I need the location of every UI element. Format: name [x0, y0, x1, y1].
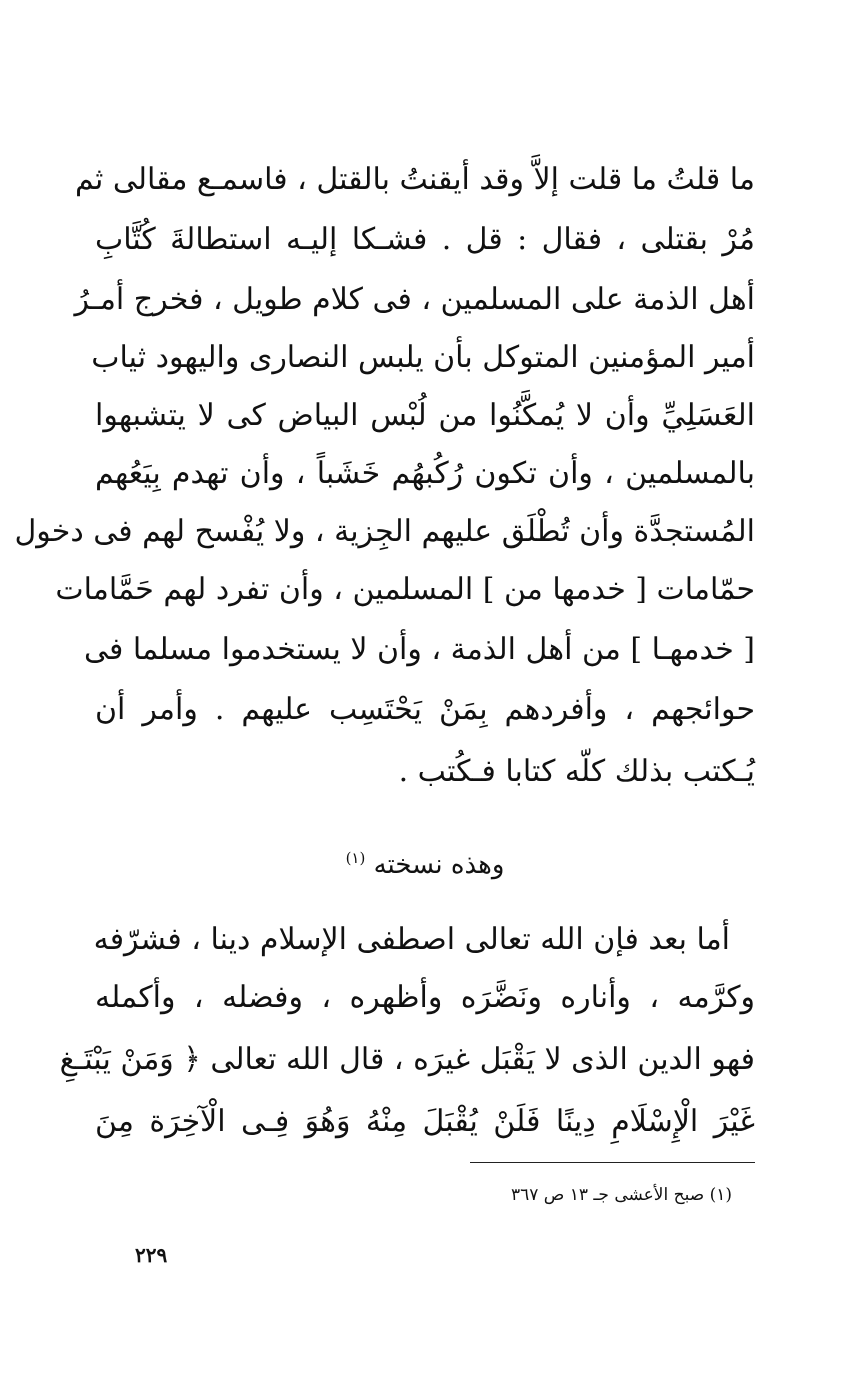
footnote: (١) صبح الأعشى جـ ١٣ ص ٣٦٧ — [510, 1185, 732, 1205]
text-line: حمّامات [ خدمها من ] المسلمين ، وأن تفرد لهم حَمَّامات — [55, 572, 755, 607]
heading-text: وهذه نسخته — [373, 850, 505, 880]
text-line: أما بعد فإن الله تعالى اصطفى الإسلام دينا ، فشرّفه — [93, 922, 730, 957]
text-line: ما قلتُ ما قلت إلاَّ وقد أيقنتُ بالقتل ، فاسمـع مقالى ثم — [75, 162, 755, 197]
page-number: ٢٢٩ — [135, 1243, 168, 1267]
footnote-marker: (١) — [345, 849, 366, 867]
text-line: المُستجدَّة وأن تُطْلَق عليهم الجِزية ، ولا يُفْسح لهم فى دخول — [14, 514, 755, 549]
text-line: بالمسلمين ، وأن تكون رُكُبهُم خَشَباً ، وأن تهدم بِيَعُهم — [95, 456, 755, 491]
text-line: مُرْ بقتلى ، فقال : قل . فشـكا إليـه استطالةَ كُتَّابِ — [95, 222, 755, 257]
text-line: يُـكتب بذلك كلّه كتابا فـكُتب . — [398, 754, 755, 789]
text-line: فهو الدين الذى لا يَقْبَل غيرَه ، قال الله تعالى ﴿ وَمَنْ يَبْتَـغِ — [59, 1042, 755, 1077]
text-line: غَيْرَ الْإِسْلَامِ دِينًا فَلَنْ يُقْبَلَ مِنْهُ وَهُوَ فِـى الْآخِرَة مِنَ — [95, 1104, 755, 1139]
text-line: [ خدمهـا ] من أهل الذمة ، وأن لا يستخدموا مسلما فى — [83, 632, 755, 667]
text-line: العَسَلِيِّ وأن لا يُمكَّنُوا من لُبْس البياض كى لا يتشبهوا — [95, 398, 755, 433]
text-line: وكرَّمه ، وأناره ونَضَّرَه وأظهره ، وفضله ، وأكمله — [95, 980, 755, 1015]
text-line: حوائجهم ، وأفردهم بِمَنْ يَحْتَسِب عليهم . وأمر أن — [95, 692, 755, 727]
footnote-divider — [470, 1162, 755, 1163]
text-line: أمير المؤمنين المتوكل بأن يلبس النصارى واليهود ثياب — [91, 340, 755, 375]
text-line: أهل الذمة على المسلمين ، فى كلام طويل ، فخرج أمـرُ — [74, 282, 755, 317]
section-heading — [95, 838, 755, 885]
